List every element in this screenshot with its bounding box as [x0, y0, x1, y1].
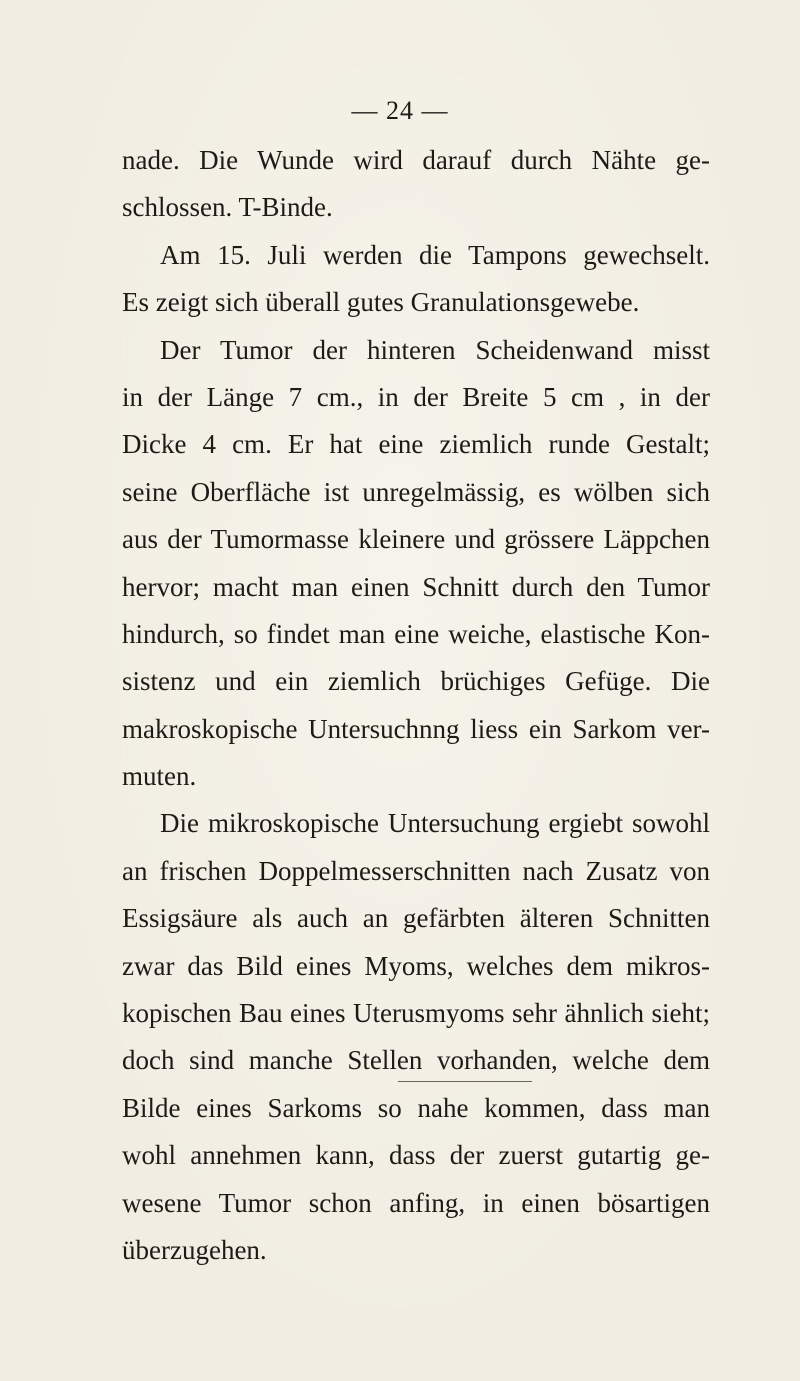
text-line: Essigsäure als auch an gefärbten älteren Schnitten: [122, 903, 710, 934]
section-divider: [398, 1081, 532, 1082]
text-line: sistenz und ein ziemlich brüchiges Gefüge. Die: [122, 666, 710, 697]
text-line: an frischen Doppelmesserschnitten nach Zusatz von: [122, 855, 710, 886]
page-number: — 24 —: [351, 96, 449, 125]
text-line: zwar das Bild eines Myoms, welches dem mikros-: [122, 950, 710, 981]
text-line: makroskopische Untersuchnng liess ein Sarkom ver-: [122, 713, 710, 744]
text-line: Der Tumor der hinteren Scheidenwand misst: [160, 334, 710, 365]
text-line: in der Länge 7 cm., in der Breite 5 cm , in der: [122, 381, 710, 412]
text-line: nade. Die Wunde wird darauf durch Nähte ge-: [122, 145, 710, 175]
text-line: wesene Tumor schon anfing, in einen bösartigen: [122, 1187, 710, 1218]
text-line: Bilde eines Sarkoms so nahe kommen, dass man: [122, 1092, 710, 1123]
text-line: aus der Tumormasse kleinere und grössere Läppchen: [122, 524, 710, 555]
text-line: Es zeigt sich überall gutes Granulationsgewebe.: [122, 287, 640, 318]
text-line: doch sind manche Stellen vorhanden, welche dem: [122, 1045, 710, 1076]
text-line: muten.: [122, 761, 197, 792]
body-text: [122, 137, 710, 1274]
text-line: überzugehen.: [122, 1234, 267, 1265]
text-line: wohl annehmen kann, dass der zuerst gutartig ge-: [122, 1140, 710, 1171]
text-line: Am 15. Juli werden die Tampons gewechselt.: [160, 239, 710, 270]
text-line: seine Oberfläche ist unregelmässig, es wölben sich: [122, 476, 710, 507]
text-line: schlossen. T-Binde.: [122, 192, 333, 223]
text-line: hindurch, so findet man eine weiche, elastische Kon-: [122, 618, 710, 649]
text-line: Die mikroskopische Untersuchung ergiebt sowohl: [160, 808, 710, 839]
text-line: Dicke 4 cm. Er hat eine ziemlich runde Gestalt;: [122, 429, 710, 460]
text-line: kopischen Bau eines Uterusmyoms sehr ähnlich sieht;: [122, 998, 710, 1029]
text-line: hervor; macht man einen Schnitt durch den Tumor: [122, 571, 710, 602]
